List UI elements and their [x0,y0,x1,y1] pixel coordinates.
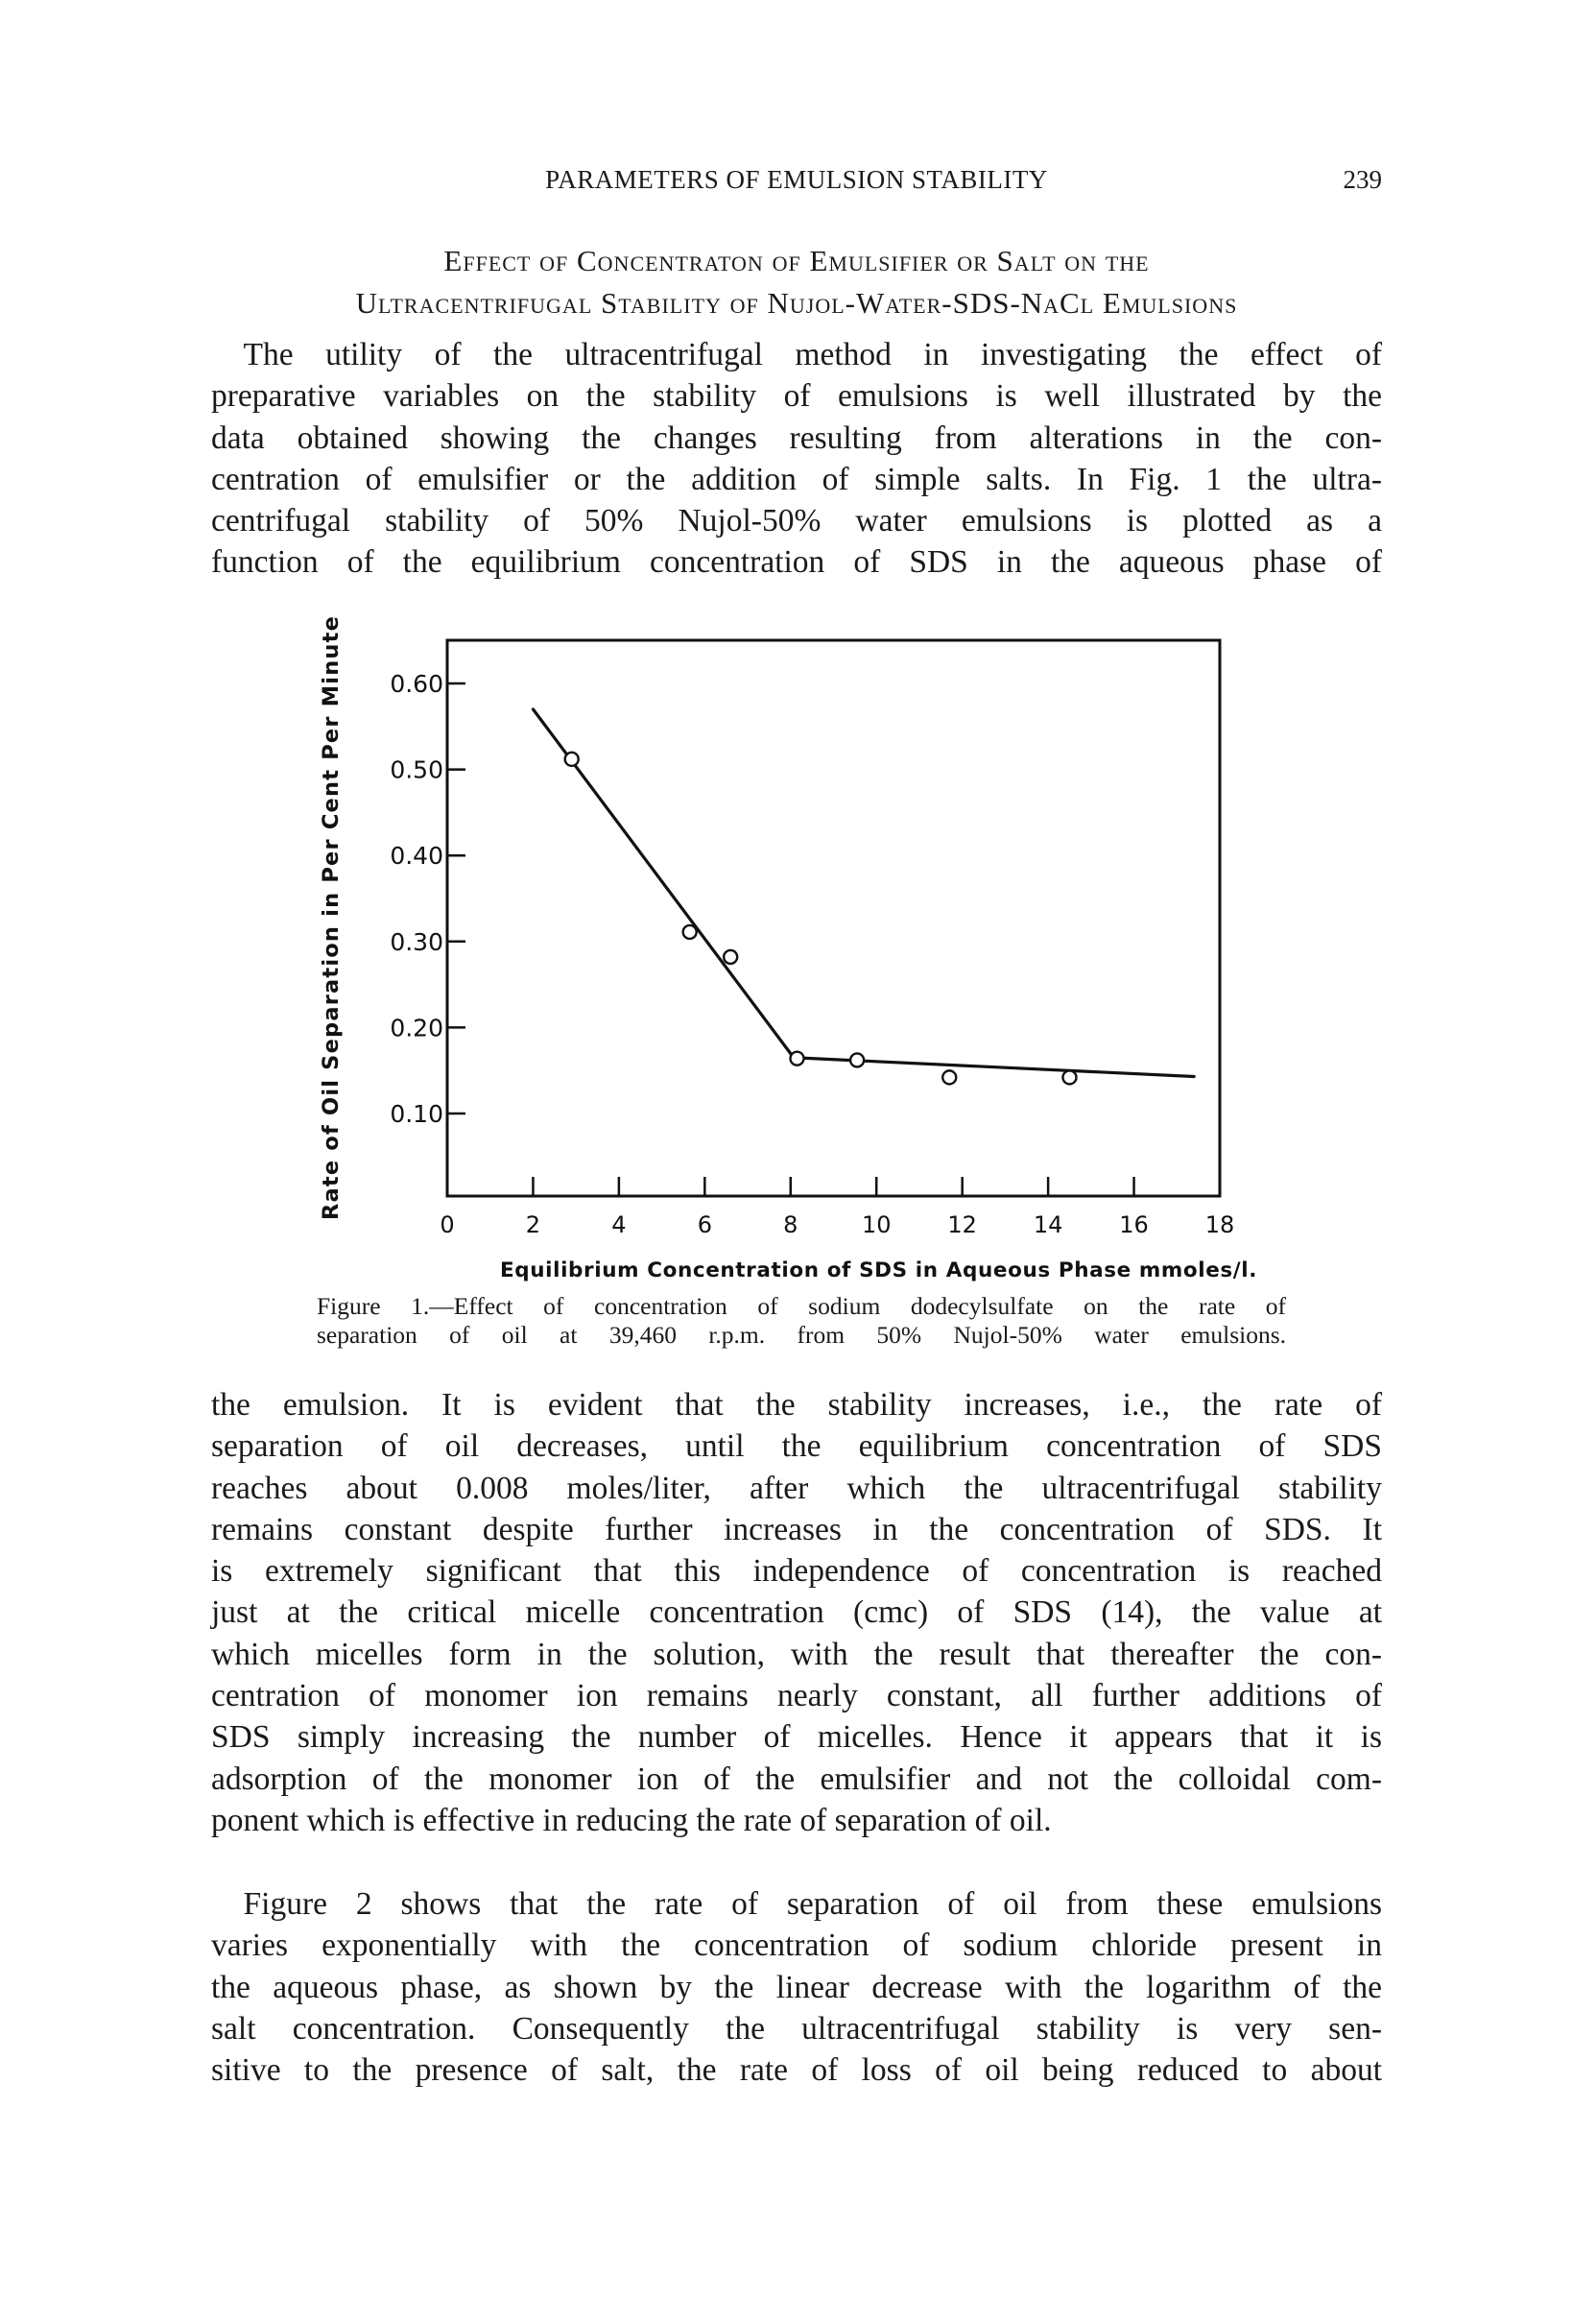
data-point [724,950,737,964]
x-tick-label: 18 [1204,1211,1235,1238]
y-axis-ticks [390,670,465,1128]
section-heading-line: Effect of Concentraton of Emulsifier or Salt on the [443,244,1150,277]
data-point [942,1070,956,1084]
text-line: SDS simply increasing the number of micelles. Hence it appears that it is [211,1719,1382,1756]
data-points [565,753,1077,1085]
text-line: centration of emulsifier or the addition of simple salts. In Fig. 1 the ultra- [211,461,1382,497]
text-line: the emulsion. It is evident that the stability increases, i.e., the rate of [211,1387,1382,1423]
paragraph-results [211,1384,1382,1841]
y-axis-label: Rate of Oil Separation in Per Cent Per Minute [319,614,344,1221]
y-tick-label: 0.60 [390,670,443,698]
text-line: adsorption of the monomer ion of the emulsifier and not the colloidal com- [211,1760,1382,1797]
text-line: salt concentration. Consequently the ultracentrifugal stability is very sen- [211,2010,1382,2047]
text-line: centration of monomer ion remains nearly constant, all further additions of [211,1678,1382,1714]
figure-caption [317,1292,1286,1350]
caption-line: separation of oil at 39,460 r.p.m. from 50% Nujol-50% water emulsions. [317,1321,1286,1349]
running-head-title: PARAMETERS OF EMULSION STABILITY [545,165,1048,194]
text-line: The utility of the ultracentrifugal method in investigating the effect of [211,337,1382,372]
x-tick-label: 10 [861,1211,892,1238]
text-line: which micelles form in the solution, with the result that thereafter the con- [211,1636,1382,1672]
text-line: centrifugal stability of 50% Nujol-50% water emulsions is plotted as a [211,503,1382,539]
text-line: Figure 2 shows that the rate of separation of oil from these emulsions [211,1886,1382,1922]
text-line: reaches about 0.008 moles/liter, after which the ultracentrifugal stability [211,1470,1382,1506]
text-line: function of the equilibrium concentration of SDS in the aqueous phase of [211,544,1382,581]
fit-line-group [533,709,1194,1077]
text-line: separation of oil decreases, until the equilibrium concentration of SDS [211,1428,1382,1465]
x-tick-label: 2 [525,1211,541,1238]
text-line: preparative variables on the stability of emulsions is well illustrated by the [211,378,1382,415]
x-axis-ticks [440,1177,1234,1238]
x-tick-label: 14 [1033,1211,1063,1238]
paragraph-intro [211,334,1382,584]
y-tick-label: 0.30 [390,927,443,956]
page-number: 239 [1343,165,1382,194]
x-tick-label: 6 [697,1211,712,1238]
x-tick-label: 8 [783,1211,798,1238]
text-line: data obtained showing the changes resulting from alterations in the con- [211,419,1382,456]
x-tick-label: 12 [947,1211,977,1238]
data-point [850,1053,864,1066]
data-point [1062,1070,1076,1084]
text-line: is extremely significant that this independence of concentration is reached [211,1553,1382,1590]
x-tick-label: 4 [611,1211,627,1238]
running-head [211,165,1382,204]
y-tick-label: 0.20 [390,1014,443,1042]
plot-frame [447,640,1220,1196]
text-line: ponent which is effective in reducing the rate of separation of oil. [211,1802,1052,1838]
x-axis-label: Equilibrium Concentration of SDS in Aqueous Phase mmoles/l. [499,1258,1257,1282]
section-heading [211,240,1382,324]
x-tick-label: 16 [1119,1211,1149,1238]
text-line: varies exponentially with the concentration of sodium chloride present in [211,1928,1382,1964]
y-tick-label: 0.50 [390,755,443,784]
section-heading-line: Ultracentrifugal Stability of Nujol-Water-SDS-NaCl Emulsions [355,286,1238,320]
data-point [683,925,697,939]
text-line: sitive to the presence of salt, the rate of loss of oil being reduced to about [211,2052,1382,2089]
x-tick-label: 0 [440,1211,455,1238]
text-line: remains constant despite further increases in the concentration of SDS. It [211,1511,1382,1547]
y-tick-label: 0.40 [390,842,443,871]
y-tick-label: 0.10 [390,1100,443,1128]
data-point [790,1052,803,1066]
data-point [565,753,579,766]
text-line: the aqueous phase, as shown by the linear decrease with the logarithm of the [211,1969,1382,2005]
paragraph-salt [211,1883,1382,2091]
text-line: just at the critical micelle concentration (cmc) of SDS (14), the value at [211,1594,1382,1631]
caption-line: Figure 1.—Effect of concentration of sodium dodecylsulfate on the rate of [317,1292,1286,1320]
